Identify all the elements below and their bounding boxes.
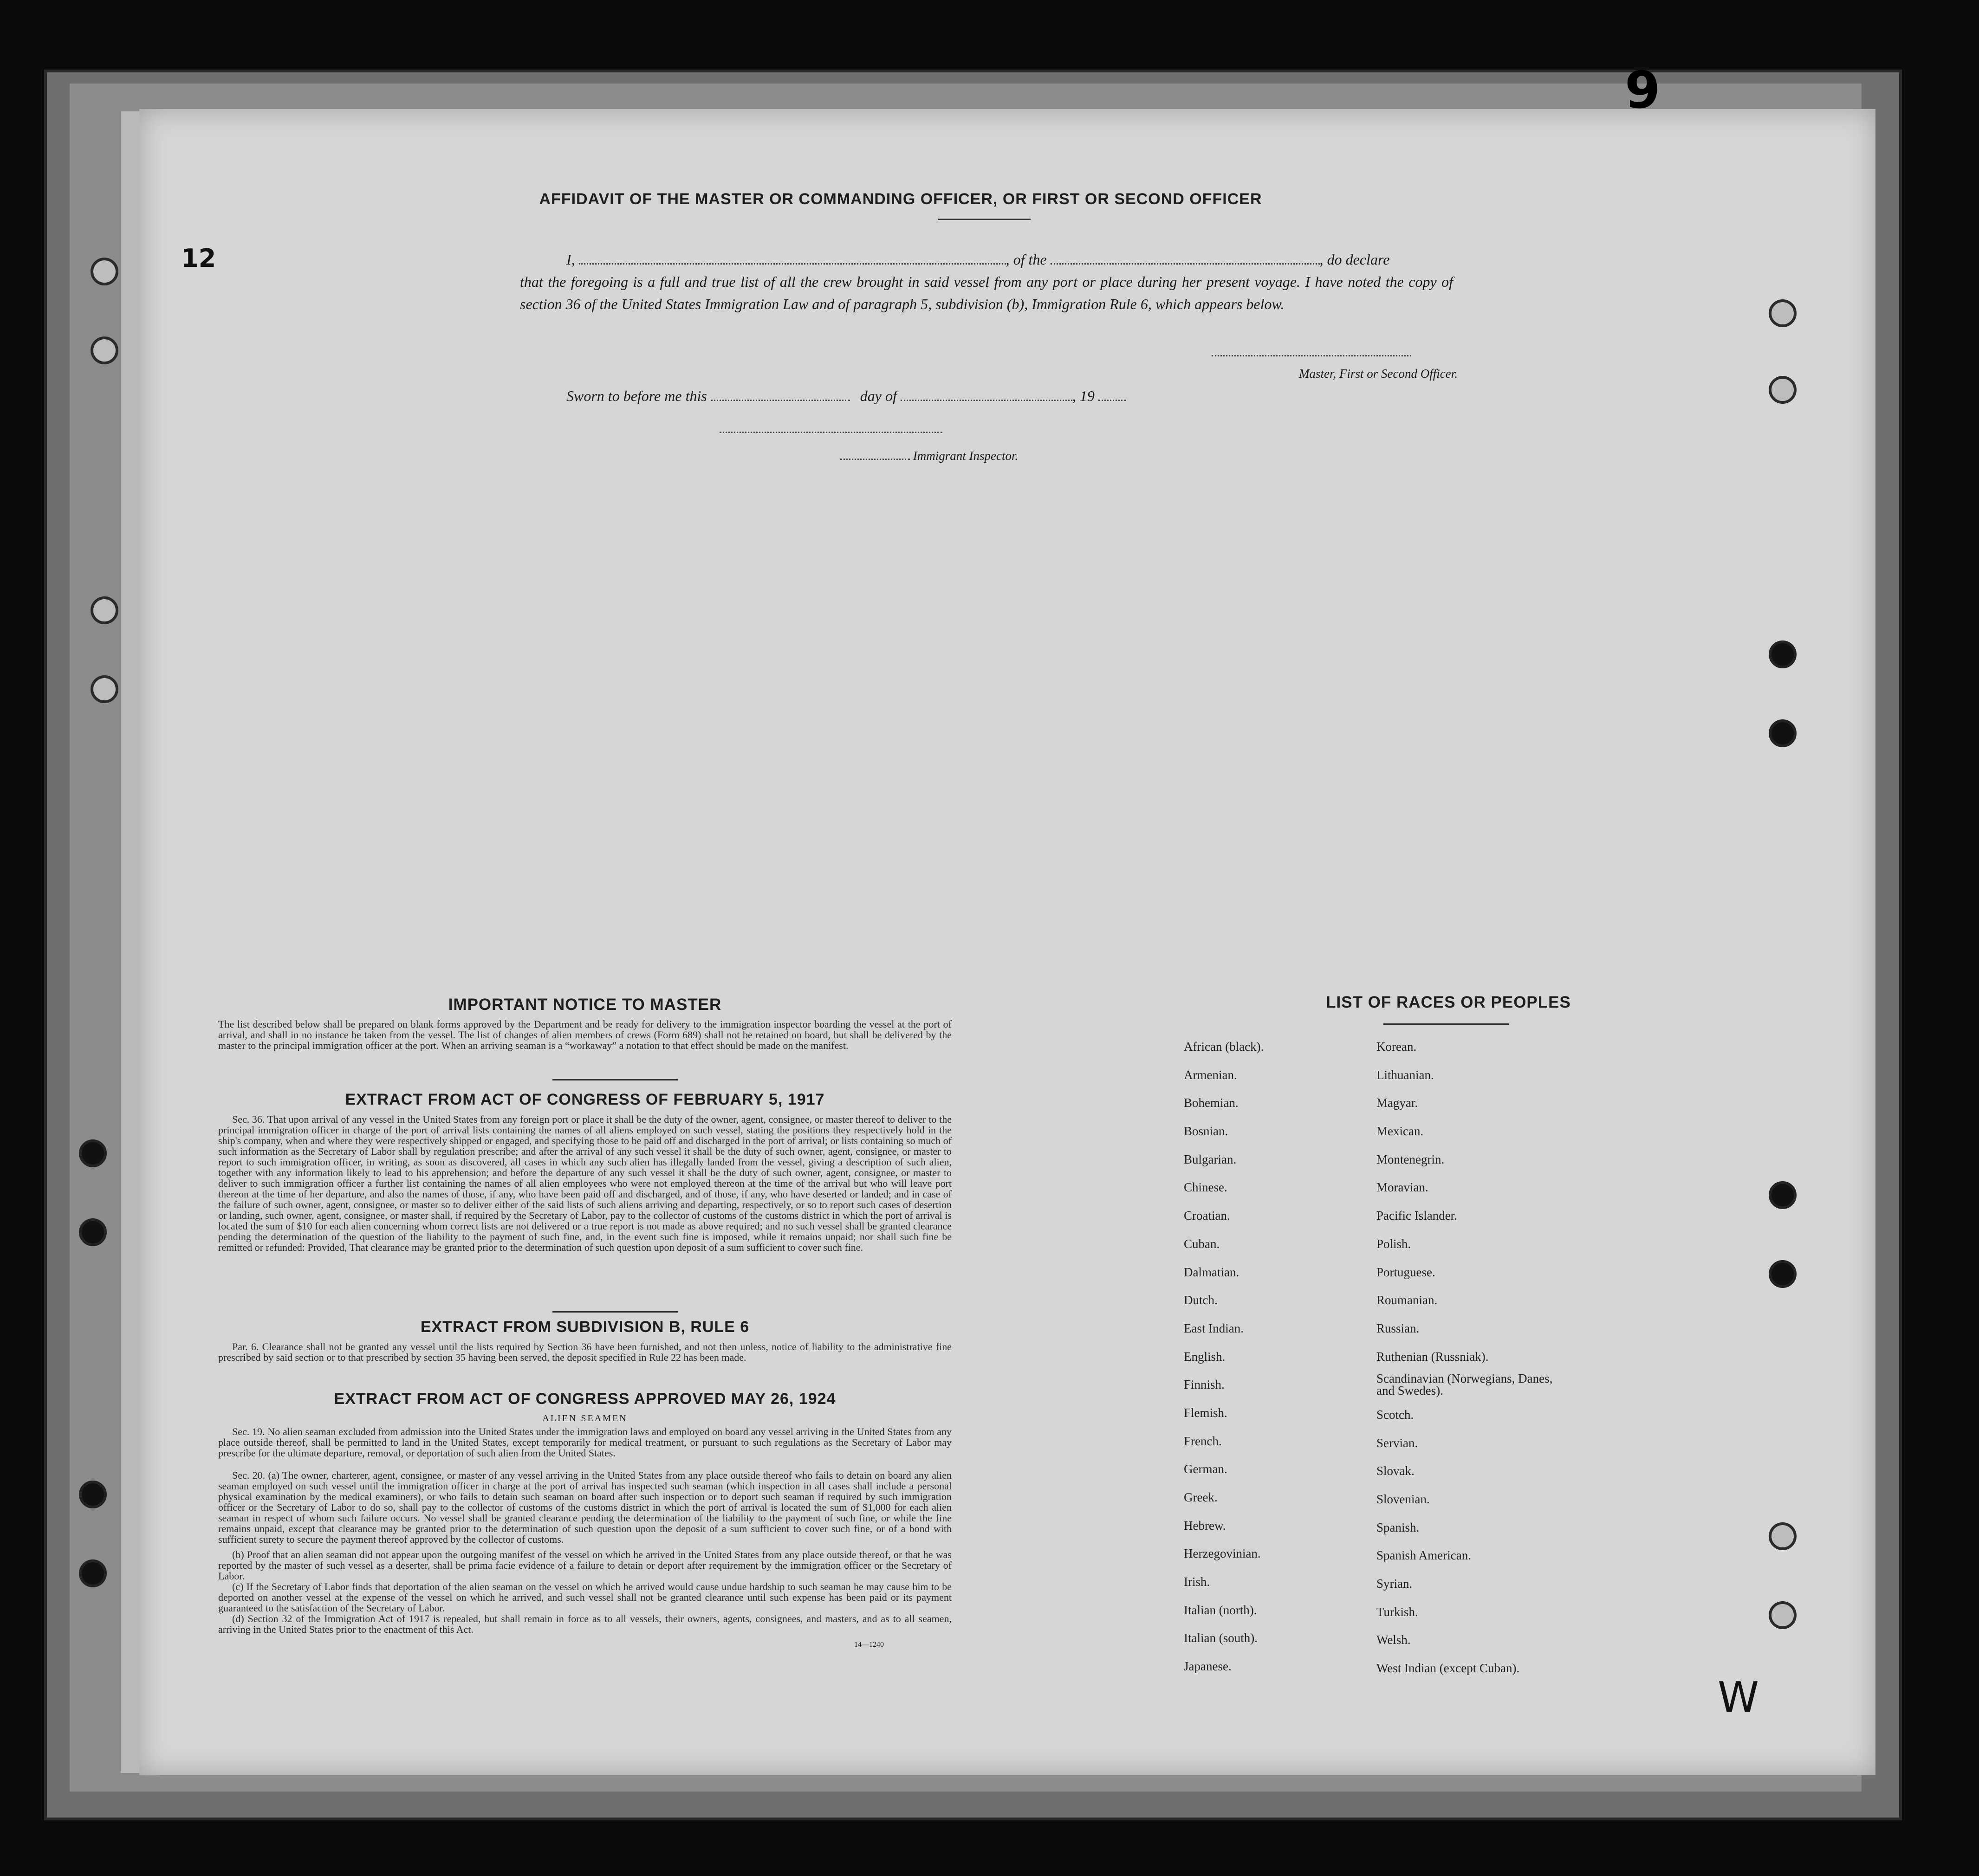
extract-rule6-title: EXTRACT FROM SUBDIVISION B, RULE 6 [420,1318,750,1336]
affidavit-line1-mid: , of the [1006,251,1047,268]
race-item: Magyar. [1376,1096,1418,1110]
sheet-hole-open [1769,299,1797,327]
affidavit-title-rule [938,219,1031,220]
inspector-label: Immigrant Inspector. [913,449,1019,463]
race-item: Portuguese. [1376,1265,1435,1279]
sheet-hole-open [1769,376,1797,404]
race-item: Italian (south). [1184,1631,1258,1645]
race-item: Italian (north). [1184,1603,1257,1617]
binder-hole-open [91,258,118,285]
races-column-1 [1184,1033,1369,1681]
vessel-blank[interactable] [1051,263,1320,265]
race-item: Dutch. [1184,1293,1218,1307]
inspector-line [840,449,1018,463]
race-item: Bosnian. [1184,1124,1228,1139]
race-item: Turkish. [1376,1604,1418,1619]
race-item: Pacific Islander. [1376,1209,1457,1223]
inspector-dots [840,459,910,460]
binder-hole-open [91,675,118,703]
bottom-right-handwritten-mark: W [1718,1673,1759,1722]
races-column-2 [1376,1033,1562,1682]
race-item: Welsh. [1376,1633,1411,1647]
race-item: Ruthenian (Russniak). [1376,1349,1489,1364]
extract-1924-sec20a: Sec. 20. (a) The owner, charterer, agent, consignee, or master of any vessel arriving in the United States from any place outside thereof who fails to detain on board any alien seaman employed on such vessel until the immigration officer in charge at the port of arrival has inspected such seaman (which inspection in all cases shall include a personal physical examination by the medical examiners), or who fails to detain such seaman on board after such inspection or to deport such seaman if required by such immigration officer or the Secretary of Labor to do so, shall pay to the collector of customs of the customs district in which the port of arrival is located the sum of $1,000 for each alien seaman in respect of whom such failure occurs. No vessel shall be granted clearance pending the determination of the liability to the payment of such fine, or while the fine remains unpaid, except that clearance may be granted prior to the determination of such question upon the deposit of a sum sufficient to cover such fine, or of a bond with sufficient surety to secure the payment thereof approved by the collector of customs. [218,1469,952,1545]
race-item: Scotch. [1376,1407,1414,1422]
race-item: Slovenian. [1376,1492,1430,1506]
sworn-day-of: day of [860,388,897,404]
name-blank[interactable] [579,263,1006,265]
race-item: Slovak. [1376,1464,1414,1478]
race-item: Moravian. [1376,1180,1428,1195]
race-item: Hebrew. [1184,1518,1226,1533]
race-item: Scandinavian (Norwegians, Danes, and Swedes). [1376,1371,1553,1398]
race-item: Chinese. [1184,1180,1227,1195]
race-item: Lithuanian. [1376,1067,1434,1082]
sheet-hole-solid [1769,640,1797,668]
race-item: Finnish. [1184,1378,1225,1392]
race-item: Greek. [1184,1490,1218,1504]
race-item: Roumanian. [1376,1293,1438,1307]
signature-label: Master, First or Second Officer. [1299,367,1458,381]
race-item: West Indian (except Cuban). [1376,1661,1520,1675]
race-item: Japanese. [1184,1659,1232,1674]
race-item: Mexican. [1376,1124,1424,1139]
sheet-hole-open [1769,1601,1797,1629]
affidavit-line1-start: I, [566,251,575,268]
sworn-line [566,388,1126,405]
affidavit-body: that the foregoing is a full and true list of all the crew brought in said vessel from any port or place during her present voyage. I have noted the copy of section 36 of the United States Immigration Law and of paragraph 5, subdivision (b), Immigration Rule 6, which appears below. [520,273,1453,312]
notice-title: IMPORTANT NOTICE TO MASTER [448,996,722,1014]
race-item: Flemish. [1184,1405,1227,1420]
left-handwritten-mark: 12 [181,244,216,273]
extract-1924-sec20c: (c) If the Secretary of Labor finds that deportation of the alien seaman on the vessel on which he arrived would cause undue hardship to such seaman he may cause him to be deported on another vessel at the expense of the vessel on which he arrived, and such vessel shall not be granted clearance until such expense has been paid or its payment guaranteed to the satisfaction of the Secretary of Labor. [218,1581,952,1614]
race-item: English. [1184,1349,1226,1364]
race-item: Korean. [1376,1040,1417,1054]
binder-hole-open [91,596,118,624]
race-item: Syrian. [1376,1577,1413,1591]
affidavit-declaration [520,248,1453,315]
race-item: Croatian. [1184,1209,1230,1223]
sworn-month-blank[interactable] [901,400,1072,401]
binder-hole-solid [79,1139,107,1167]
race-item: Cuban. [1184,1236,1220,1251]
extract-1924-title: EXTRACT FROM ACT OF CONGRESS APPROVED MAY 26, 1924 [334,1390,836,1408]
extract-1917-title: EXTRACT FROM ACT OF CONGRESS OF FEBRUARY 5, 1917 [345,1091,825,1108]
sheet-edge-shadow [121,111,139,1773]
race-item: Bohemian. [1184,1096,1239,1110]
extract-1924-sec20d: (d) Section 32 of the Immigration Act of 1917 is repealed, but shall remain in force as to all vessels, their owners, agents, consignees, and masters, and as to all seamen, arriving in the United States prior to the enactment of this Act. [218,1613,952,1635]
race-item: Montenegrin. [1376,1152,1445,1166]
notice-rule [552,1079,678,1080]
race-item: Spanish. [1376,1520,1420,1534]
sheet-hole-solid [1769,1181,1797,1209]
race-item: Herzegovinian. [1184,1546,1261,1561]
race-item: Bulgarian. [1184,1152,1237,1166]
binder-hole-solid [79,1481,107,1508]
extract-1924-subtitle: ALIEN SEAMEN [542,1413,628,1423]
signature-line[interactable] [1212,355,1411,356]
race-item: French. [1184,1434,1222,1448]
sheet-hole-open [1769,1522,1797,1550]
races-rule [1383,1023,1509,1025]
race-item: African (black). [1184,1040,1264,1054]
notice-text: The list described below shall be prepared on blank forms approved by the Department and be ready for delivery to the immigration inspector boarding the vessel at the port of arrival, and shall in no instance be taken from the vessel. The list of changes of alien members of crews (Form 689) shall not be retained on board, but shall be delivered by the master to the principal immigration officer at the port. When an arriving seaman is a “workaway” a notation to that effect should be made on the manifest. [218,1018,952,1051]
extract-1917-text: Sec. 36. That upon arrival of any vessel in the United States from any foreign port or place it shall be the duty of the owner, agent, consignee, or master thereof to deliver to the principal immigration officer in charge of the port of arrival lists containing the names of all aliens employed on such vessel, stating the positions they respectively hold in the ship's company, when and where they were respectively shipped or engaged, and specifying those to be paid off and discharged in the port of arrival; or lists containing so much of such information as the Secretary of Labor shall by regulation prescribe; and after the arrival of any such vessel it shall be the duty of such owner, agent, consignee, or master to report to such immigration officer, in writing, as soon as discovered, all cases in which any such alien has illegally landed from the vessel, giving a description of such alien, together with any information likely to lead to his apprehension; and before the departure of any such vessel it shall be the duty of such owner, agent, consignee, or master to deliver to such immigration officer a further list containing the names of all alien employees who were not employed thereon at the time of the arrival but who will leave port thereon at the time of her departure, and also the names of those, if any, who have been paid off and discharged, and of those, if any, who have deserted or landed; and in case of the failure of such owner, agent, consignee, or master so to deliver either of the said lists of such aliens arriving and departing, respectively, or so to report such cases of desertion or landing, such owner, agent, consignee, or master shall, if required by the Secretary of Labor, pay to the collector of customs of the customs district in which the port of arrival is located the sum of $10 for each alien concerning whom correct lists are not delivered or a true report is not made as above required; and no such vessel shall be granted clearance pending the determination of the question of the liability to the payment of such fine, and, in the event such fine is imposed, while it remains unpaid; nor shall such fine be remitted or refunded: Provided, That clearance may be granted prior to the determination of such question upon deposit of a sum sufficient to cover such fine. [218,1113,952,1253]
extract-rule6-text: Par. 6. Clearance shall not be granted any vessel until the lists required by Section 36 have been furnished, and not then unless, notice of liability to the administrative fine prescribed by said section or to that prescribed by section 35 having been served, the deposit specified in Rule 22 has been made. [218,1341,952,1363]
race-item: Polish. [1376,1236,1411,1251]
document-sheet [139,109,1875,1775]
race-item: German. [1184,1462,1227,1476]
extract-1924-sec20b: (b) Proof that an alien seaman did not appear upon the outgoing manifest of the vessel on which he arrived in the United States from any place outside thereof, or that he was reported by the master of such vessel as a deserter, shall be prima facie evidence of a failure to detain or deport after requirement by the immigration officer or the Secretary of Labor. [218,1549,952,1582]
sworn-year: , 19 [1072,388,1095,404]
affidavit-title: AFFIDAVIT OF THE MASTER OR COMMANDING OFFICER, OR FIRST OR SECOND OFFICER [539,190,1262,208]
inspector-signature-line[interactable] [720,432,942,433]
race-item: Servian. [1376,1436,1418,1450]
race-item: Armenian. [1184,1067,1237,1082]
extract-1917-rule [552,1311,678,1313]
race-item: East Indian. [1184,1321,1244,1335]
race-item: Dalmatian. [1184,1265,1239,1279]
affidavit-line1-end: , do declare [1319,251,1390,268]
binder-hole-open [91,336,118,364]
sheet-hole-solid [1769,1260,1797,1288]
race-item: Russian. [1376,1321,1420,1335]
form-number: 14—1240 [854,1641,884,1649]
binder-hole-solid [79,1559,107,1587]
races-title: LIST OF RACES OR PEOPLES [1326,993,1571,1011]
race-item: Irish. [1184,1575,1210,1589]
extract-1924-sec19: Sec. 19. No alien seaman excluded from admission into the United States under the immigration laws and employed on board any vessel arriving in the United States from any place outside thereof, shall be permitted to land in the United States, except temporarily for medical treatment, or pursuant to such regulations as the Secretary of Labor may prescribe for the ultimate departure, removal, or deportation of such alien from the United States. [218,1426,952,1459]
binder-hole-solid [79,1218,107,1246]
sworn-prefix: Sworn to before me this [566,388,707,404]
sworn-year-blank[interactable] [1098,400,1126,401]
sworn-day-blank[interactable] [711,400,850,401]
race-item: Spanish American. [1376,1548,1471,1563]
top-right-handwritten-mark: 9 [1625,60,1661,120]
sheet-hole-solid [1769,719,1797,747]
